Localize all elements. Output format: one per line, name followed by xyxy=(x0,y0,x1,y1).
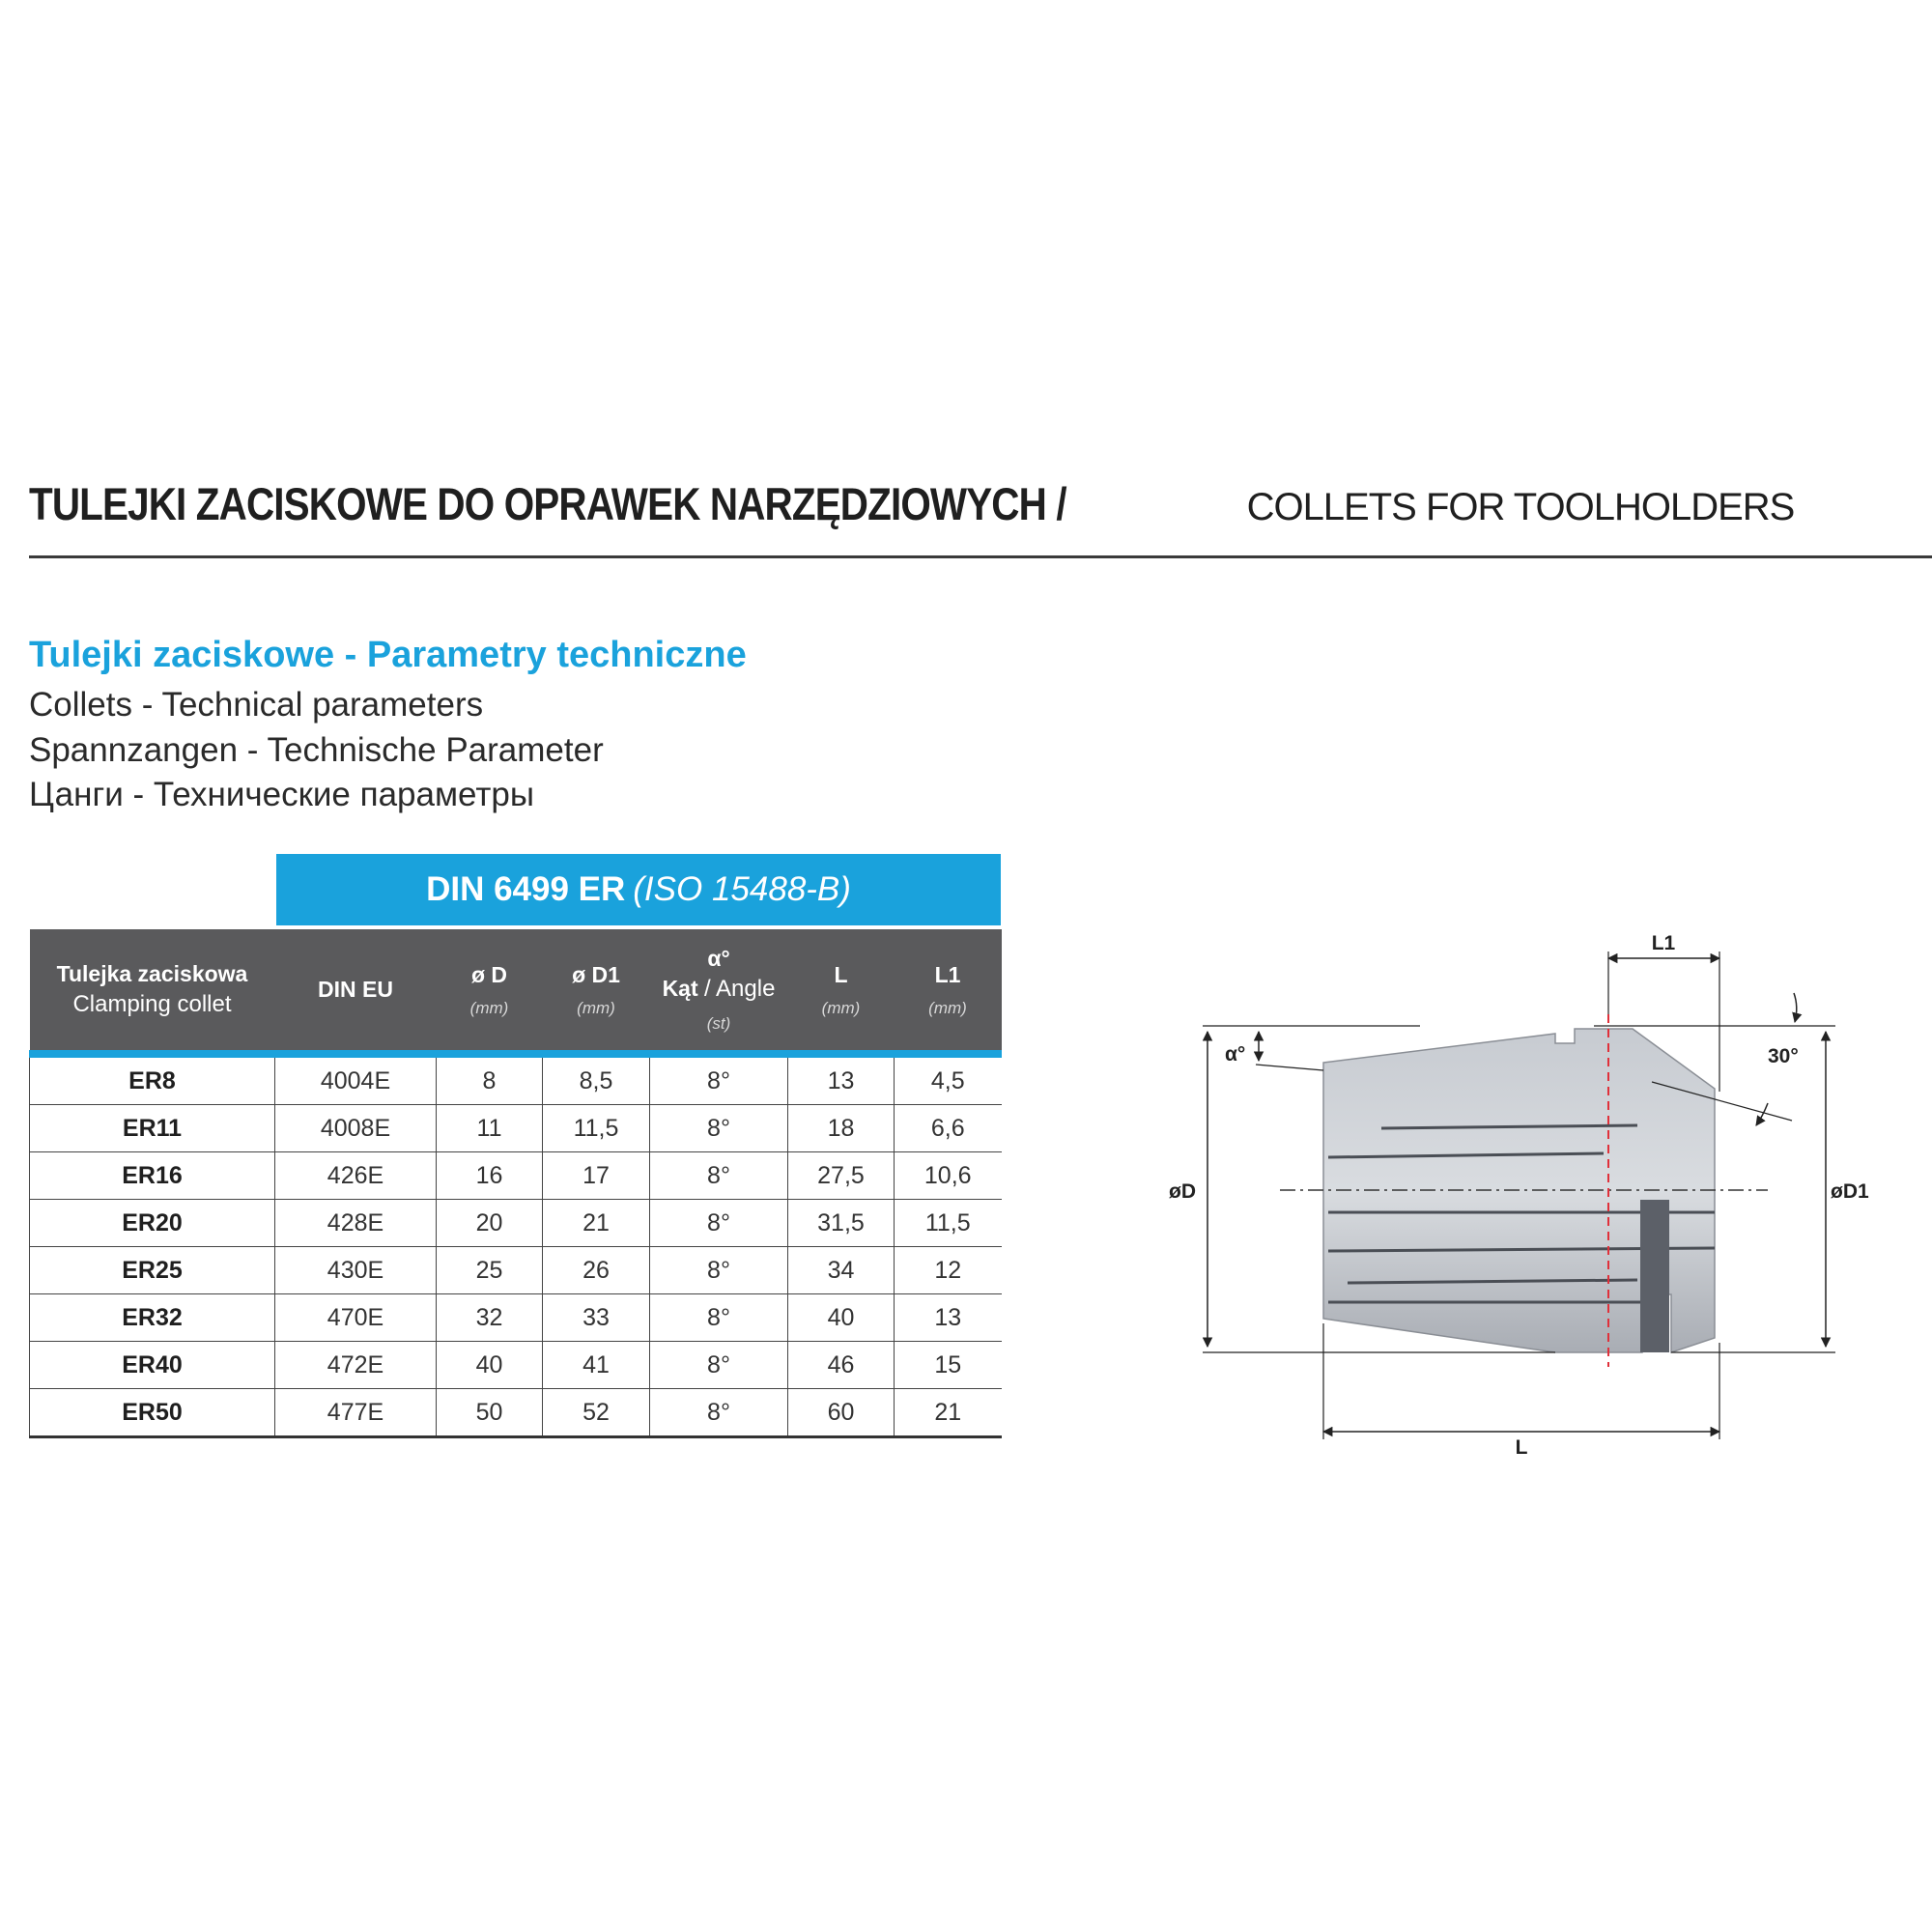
cell-l: 60 xyxy=(788,1389,895,1437)
cell-l: 13 xyxy=(788,1054,895,1105)
header-d1 xyxy=(543,929,650,1054)
table-header-row xyxy=(30,929,1002,1054)
cell-l: 34 xyxy=(788,1247,895,1294)
cell-l: 40 xyxy=(788,1294,895,1342)
label-30-degrees: 30° xyxy=(1768,1045,1799,1067)
cell-din-eu: 470E xyxy=(275,1294,437,1342)
cell-din-eu: 426E xyxy=(275,1152,437,1200)
header-main: ø D1 xyxy=(572,961,620,987)
standard-iso: (ISO 15488-B) xyxy=(633,870,851,908)
cell-d1: 11,5 xyxy=(543,1105,650,1152)
cell-l1: 4,5 xyxy=(895,1054,1002,1105)
cell-d: 32 xyxy=(437,1294,543,1342)
header-unit: (mm) xyxy=(821,998,861,1017)
header-main: L xyxy=(834,961,848,987)
standard-name: DIN 6499 ER xyxy=(426,870,626,908)
header-top: α° xyxy=(707,946,730,972)
header-main: ø D xyxy=(470,961,508,987)
cell-d: 8 xyxy=(437,1054,543,1105)
cell-angle: 8° xyxy=(650,1054,788,1105)
header-main: DIN EU xyxy=(318,976,393,1002)
header-d xyxy=(437,929,543,1054)
header-main: Tulejka zaciskowa xyxy=(56,960,248,986)
collet-spec-table xyxy=(29,929,1002,1438)
cell-angle: 8° xyxy=(650,1200,788,1247)
cell-l: 31,5 xyxy=(788,1200,895,1247)
cell-din-eu: 430E xyxy=(275,1247,437,1294)
cell-d: 40 xyxy=(437,1342,543,1389)
cell-d1: 8,5 xyxy=(543,1054,650,1105)
cell-l1: 10,6 xyxy=(895,1152,1002,1200)
title-polish: TULEJKI ZACISKOWE DO OPRAWEK NARZĘDZIOWYCH / xyxy=(29,478,1066,529)
cell-d: 11 xyxy=(437,1105,543,1152)
table-row xyxy=(30,1389,1002,1437)
table-row xyxy=(30,1054,1002,1105)
cell-angle: 8° xyxy=(650,1247,788,1294)
table-row xyxy=(30,1200,1002,1247)
cell-angle: 8° xyxy=(650,1342,788,1389)
subtitle-german: Spannzangen - Technische Parameter xyxy=(29,731,604,769)
table-row xyxy=(30,1294,1002,1342)
cell-din-eu: 4008E xyxy=(275,1105,437,1152)
cell-l1: 21 xyxy=(895,1389,1002,1437)
header-main: Kąt xyxy=(662,976,698,1002)
page-title xyxy=(29,478,1795,529)
header-sub: Clamping collet xyxy=(72,990,232,1017)
standard-banner xyxy=(276,854,1001,925)
cell-d: 16 xyxy=(437,1152,543,1200)
table-row xyxy=(30,1342,1002,1389)
cell-d: 20 xyxy=(437,1200,543,1247)
cell-d: 50 xyxy=(437,1389,543,1437)
cell-angle: 8° xyxy=(650,1294,788,1342)
table-row xyxy=(30,1152,1002,1200)
cell-angle: 8° xyxy=(650,1105,788,1152)
header-unit: (mm) xyxy=(928,998,967,1017)
cell-collet: ER40 xyxy=(30,1342,275,1389)
cell-collet: ER8 xyxy=(30,1054,275,1105)
cell-d: 25 xyxy=(437,1247,543,1294)
collet-dimension-diagram xyxy=(1150,918,1903,1478)
table-row xyxy=(30,1105,1002,1152)
header-l xyxy=(788,929,895,1054)
header-clamping-collet xyxy=(30,929,275,1054)
cell-collet: ER25 xyxy=(30,1247,275,1294)
cell-d1: 52 xyxy=(543,1389,650,1437)
cell-collet: ER16 xyxy=(30,1152,275,1200)
cell-angle: 8° xyxy=(650,1152,788,1200)
collet-slot-gap xyxy=(1640,1200,1669,1352)
cell-d1: 26 xyxy=(543,1247,650,1294)
cell-d1: 21 xyxy=(543,1200,650,1247)
header-main: L1 xyxy=(934,961,961,987)
cell-l1: 11,5 xyxy=(895,1200,1002,1247)
cell-angle: 8° xyxy=(650,1389,788,1437)
title-english: COLLETS FOR TOOLHOLDERS xyxy=(1246,486,1795,528)
header-unit: (mm) xyxy=(577,998,615,1017)
cell-d1: 17 xyxy=(543,1152,650,1200)
cell-din-eu: 428E xyxy=(275,1200,437,1247)
cell-l1: 6,6 xyxy=(895,1105,1002,1152)
cell-l: 18 xyxy=(788,1105,895,1152)
label-alpha: α° xyxy=(1225,1043,1246,1065)
subtitle-english: Collets - Technical parameters xyxy=(29,686,484,724)
label-d: øD xyxy=(1169,1180,1196,1203)
header-sub: / Angle xyxy=(704,976,776,1003)
header-l1 xyxy=(895,929,1002,1054)
subtitle-russian: Цанги - Технические параметры xyxy=(29,776,534,813)
cell-l: 27,5 xyxy=(788,1152,895,1200)
cell-din-eu: 4004E xyxy=(275,1054,437,1105)
cell-din-eu: 477E xyxy=(275,1389,437,1437)
header-unit: (mm) xyxy=(469,998,509,1017)
label-d1: øD1 xyxy=(1831,1180,1869,1203)
cell-d1: 33 xyxy=(543,1294,650,1342)
cell-d1: 41 xyxy=(543,1342,650,1389)
label-l1: L1 xyxy=(1651,932,1676,954)
label-l: L xyxy=(1515,1436,1528,1459)
title-divider xyxy=(29,555,1932,558)
header-unit: (st) xyxy=(706,1013,731,1033)
table-row xyxy=(30,1247,1002,1294)
cell-collet: ER32 xyxy=(30,1294,275,1342)
cell-l: 46 xyxy=(788,1342,895,1389)
cell-collet: ER20 xyxy=(30,1200,275,1247)
cell-l1: 15 xyxy=(895,1342,1002,1389)
cell-l1: 13 xyxy=(895,1294,1002,1342)
cell-collet: ER50 xyxy=(30,1389,275,1437)
cell-collet: ER11 xyxy=(30,1105,275,1152)
subtitle-polish: Tulejki zaciskowe - Parametry techniczne xyxy=(29,635,747,675)
cell-l1: 12 xyxy=(895,1247,1002,1294)
header-angle xyxy=(650,929,788,1054)
cell-din-eu: 472E xyxy=(275,1342,437,1389)
header-din-eu xyxy=(275,929,437,1054)
